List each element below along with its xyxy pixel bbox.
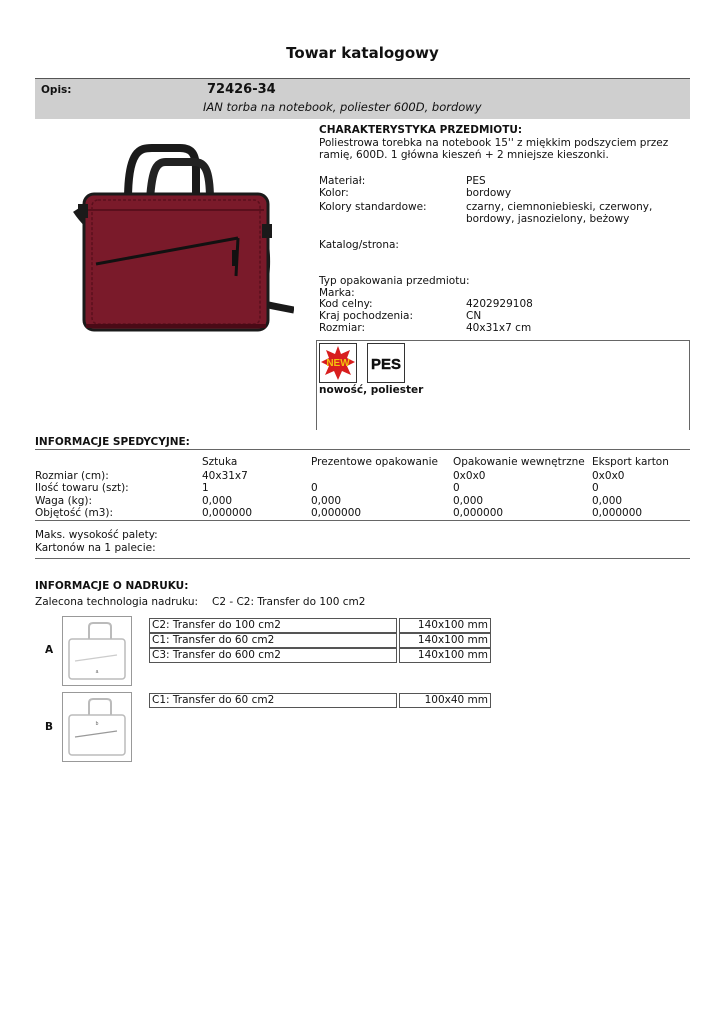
row-label-ilosc: Ilość towaru (szt): (35, 482, 129, 494)
shipping-mid-rule (35, 520, 690, 521)
cell: 0 (453, 482, 460, 494)
position-letter-a: A (45, 644, 54, 656)
characteristics-text-1: Poliestrowa torebka na notebook 15'' z miękkim podszyciem przez (319, 137, 669, 149)
print-option-size: 140x100 mm (399, 633, 491, 648)
size-value: 40x31x7 cm (466, 322, 532, 334)
col-header-wewnetrzne: Opakowanie wewnętrzne (453, 456, 585, 468)
print-area-thumb-a (62, 616, 132, 686)
row-label-objetosc: Objętość (m3): (35, 507, 114, 519)
cell: 0,000 (453, 495, 484, 507)
characteristics-text-2: ramię, 600D. 1 główna kieszeń + 2 mniejsze kieszonki. (319, 149, 609, 161)
cell: 0,000000 (453, 507, 504, 519)
cell: 0 (592, 482, 599, 494)
print-area-thumb-b (62, 692, 132, 762)
cell: 0,000000 (311, 507, 362, 519)
customs-label: Kod celny: (319, 298, 373, 310)
product-description: IAN torba na notebook, poliester 600D, bordowy (203, 100, 482, 114)
cell: 0 (311, 482, 318, 494)
characteristics-heading: CHARAKTERYSTYKA PRZEDMIOTU: (319, 124, 523, 136)
pallet-height-label: Maks. wysokość palety: (35, 529, 158, 541)
cartons-label: Kartonów na 1 palecie: (35, 542, 156, 554)
page-title: Towar katalogowy (286, 44, 439, 62)
print-option-name: C1: Transfer do 60 cm2 (149, 633, 397, 648)
col-header-prezentowe: Prezentowe opakowanie (311, 456, 438, 468)
recommended-value: C2 - C2: Transfer do 100 cm2 (212, 596, 366, 608)
print-option-name: C2: Transfer do 100 cm2 (149, 618, 397, 633)
material-label: Materiał: (319, 175, 366, 187)
thumb-mark-a: a (95, 669, 99, 675)
brand-label: Marka: (319, 287, 355, 299)
customs-value: 4202929108 (466, 298, 533, 310)
print-option-size: 140x100 mm (399, 618, 491, 633)
new-badge-text: NEW (326, 358, 350, 369)
col-header-eksport: Eksport karton (592, 456, 669, 468)
catalog-label: Katalog/strona: (319, 239, 399, 251)
new-badge-icon (319, 343, 357, 383)
cell: 0x0x0 (453, 470, 486, 482)
position-letter-b: B (45, 721, 54, 733)
cell: 1 (202, 482, 209, 494)
packaging-label: Typ opakowania przedmiotu: (319, 275, 470, 287)
cell: 0,000 (592, 495, 623, 507)
cell: 0,000 (311, 495, 342, 507)
pes-text: PES (370, 356, 402, 373)
cell: 0x0x0 (592, 470, 625, 482)
shipping-bottom-rule (35, 558, 690, 559)
material-value: PES (466, 175, 486, 187)
shipping-top-rule (35, 449, 690, 450)
print-option-size: 140x100 mm (399, 648, 491, 663)
recommended-label: Zalecona technologia nadruku: (35, 596, 199, 608)
cell: 0,000000 (202, 507, 253, 519)
color-value: bordowy (466, 187, 512, 199)
cell: 0,000 (202, 495, 233, 507)
row-label-waga: Waga (kg): (35, 495, 93, 507)
cell: 40x31x7 (202, 470, 248, 482)
product-image (62, 140, 294, 340)
cell: 0,000000 (592, 507, 643, 519)
icons-frame-left (316, 340, 317, 430)
pes-icon (367, 343, 405, 383)
row-label-rozmiar: Rozmiar (cm): (35, 470, 109, 482)
print-option-size: 100x40 mm (399, 693, 491, 708)
col-header-sztuka: Sztuka (202, 456, 238, 468)
origin-value: CN (466, 310, 482, 322)
print-option-name: C3: Transfer do 600 cm2 (149, 648, 397, 663)
shipping-heading: INFORMACJE SPEDYCYJNE: (35, 436, 190, 448)
std-colors-value-2: bordowy, jasnozielony, beżowy (466, 213, 630, 225)
icons-frame-right (689, 340, 690, 430)
icons-caption: nowość, poliester (319, 384, 424, 396)
opis-label: Opis: (41, 84, 72, 96)
product-code: 72426-34 (207, 82, 276, 97)
size-label: Rozmiar: (319, 322, 366, 334)
header-band (35, 78, 690, 119)
origin-label: Kraj pochodzenia: (319, 310, 414, 322)
thumb-mark-b: b (95, 721, 99, 727)
print-option-name: C1: Transfer do 60 cm2 (149, 693, 397, 708)
std-colors-label: Kolory standardowe: (319, 201, 427, 213)
std-colors-value-1: czarny, ciemnoniebieski, czerwony, (466, 201, 653, 213)
icons-frame-top (316, 340, 690, 341)
color-label: Kolor: (319, 187, 349, 199)
printing-heading: INFORMACJE O NADRUKU: (35, 580, 189, 592)
